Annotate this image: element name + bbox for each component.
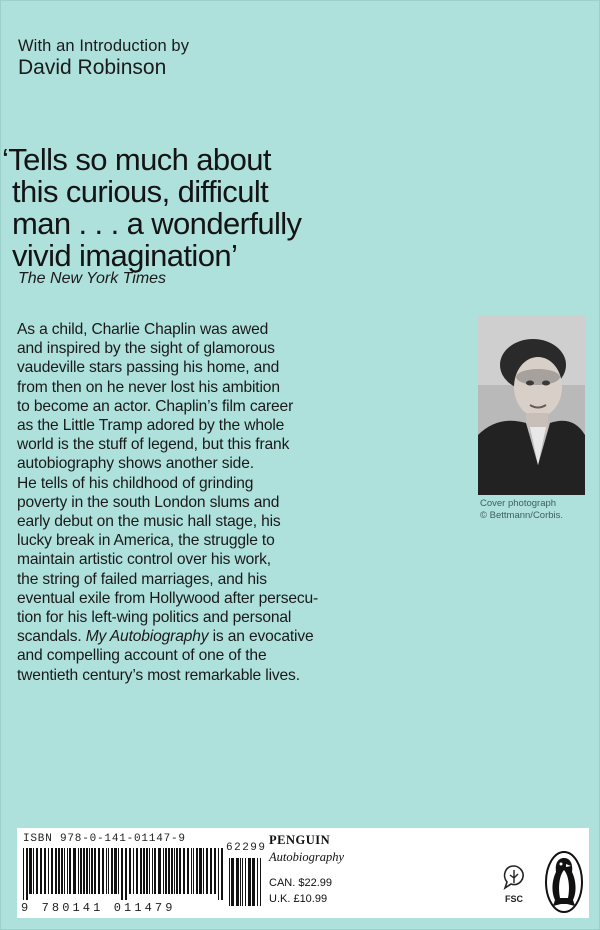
fsc-label: FSC — [505, 894, 523, 904]
barcode-bar — [146, 848, 148, 894]
barcode-bar — [218, 848, 219, 900]
blurb-line: As a child, Charlie Chaplin was awed — [17, 321, 269, 338]
barcode-bar — [245, 858, 246, 906]
publisher-name: PENGUIN — [269, 833, 331, 847]
barcode-bar — [165, 848, 167, 894]
barcode-bar — [179, 848, 181, 894]
barcode-bar — [121, 848, 123, 900]
barcode-bar — [36, 848, 38, 894]
blurb-line: tion for his left-wing politics and personal — [17, 609, 292, 627]
barcode-bar — [73, 848, 76, 894]
barcode-bar — [149, 848, 150, 894]
barcode-bar — [199, 848, 202, 894]
introduction-author: David Robinson — [18, 56, 167, 79]
barcode-bar — [221, 848, 223, 900]
blurb-line: early debut on the music hall stage, his — [17, 513, 281, 531]
blurb-line: eventual exile from Hollywood after persecu- — [17, 589, 319, 607]
barcode-bar — [236, 858, 239, 906]
barcode-bar — [206, 848, 208, 894]
barcode-bar — [260, 858, 261, 906]
barcode-bar — [183, 848, 185, 894]
blurb-text — [17, 320, 477, 685]
barcode-bar — [61, 848, 63, 894]
barcode-bar — [86, 848, 88, 894]
quote-line: man . . . a wonderfully — [12, 206, 302, 241]
introduction-credit: With an Introduction by — [18, 37, 190, 55]
barcode-bar — [133, 848, 134, 894]
barcode-bar — [187, 848, 189, 894]
addon-barcode-icon — [229, 858, 263, 912]
barcode-bar — [154, 848, 156, 894]
barcode-bar — [240, 858, 241, 906]
barcode-bar — [98, 848, 100, 894]
price-canada: CAN. $22.99 — [269, 877, 332, 889]
barcode-bar — [108, 848, 109, 894]
barcode-bar — [214, 848, 216, 894]
barcode-bar — [176, 848, 178, 894]
barcode-bar — [89, 848, 90, 894]
blurb-line-end: is an evocative — [208, 628, 314, 646]
blurb-line: poverty in the south London slums and — [17, 493, 280, 511]
quote-source: The New York Times — [18, 270, 167, 287]
barcode-bar — [106, 848, 107, 894]
caption-line: Cover photograph — [480, 498, 557, 509]
barcode-bar — [23, 848, 24, 900]
blurb-line: to become an actor. Chaplin’s film career — [17, 397, 294, 415]
caption-line: © Bettmann/Corbis. — [480, 510, 564, 521]
blurb-line: twentieth century’s most remarkable lives. — [17, 666, 300, 684]
barcode-bar — [210, 848, 212, 894]
barcode-bar — [118, 848, 119, 894]
blurb-line: vaudeville stars passing his home, and — [17, 359, 280, 377]
barcode-bar — [40, 848, 42, 894]
penguin-logo-icon — [544, 850, 584, 914]
barcode-bar — [64, 848, 65, 894]
book-title: My Autobiography — [85, 628, 209, 646]
price-uk: U.K. £10.99 — [269, 893, 328, 905]
barcode-bar — [48, 848, 49, 894]
barcode-bar — [143, 848, 145, 894]
photo-caption — [480, 498, 563, 522]
barcode-bar — [193, 848, 194, 894]
barcode-bar — [78, 848, 79, 894]
barcode-bar — [140, 848, 142, 894]
review-quote — [2, 144, 402, 272]
barcode-bar — [80, 848, 82, 894]
barcode-bar — [171, 848, 173, 894]
blurb-line: world is the stuff of legend, but this frank — [17, 436, 290, 454]
blurb-line: as the Little Tramp adored by the whole — [17, 417, 285, 435]
barcode-bar — [163, 848, 164, 894]
barcode-bar — [69, 848, 71, 894]
barcode-digits: 9 780141 011479 — [21, 901, 176, 915]
blurb-line: from then on he never lost his ambition — [17, 378, 280, 396]
barcode-bar — [152, 848, 153, 894]
author-photo — [478, 315, 585, 495]
barcode-bar — [44, 848, 46, 894]
fsc-logo-icon — [499, 862, 529, 912]
quote-line: ‘Tells so much about — [2, 142, 271, 177]
barcode-bar — [111, 848, 113, 894]
barcode-bar — [125, 848, 127, 900]
barcode-bar — [136, 848, 138, 894]
barcode-bar — [102, 848, 104, 894]
barcode-bar — [26, 848, 28, 900]
barcode-bar — [51, 848, 53, 894]
barcode-bar — [248, 858, 251, 906]
barcode-bar — [242, 858, 243, 906]
barcode-bar — [168, 848, 170, 894]
barcode-bar — [129, 848, 131, 894]
barcode-bar — [191, 848, 192, 894]
barcode-bar — [67, 848, 68, 894]
barcode-bar — [252, 858, 255, 906]
barcode-bar — [91, 848, 93, 894]
barcode-bar — [94, 848, 96, 894]
barcode-bar — [33, 848, 34, 894]
barcode-bar — [114, 848, 117, 894]
blurb-line: He tells of his childhood of grinding — [17, 474, 254, 492]
blurb-line: and inspired by the sight of glamorous — [17, 340, 275, 358]
barcode-bar — [257, 858, 258, 906]
barcode-bar — [196, 848, 198, 894]
blurb-line: the string of failed marriages, and his — [17, 570, 267, 588]
price-addon-digits: 62299 — [226, 842, 267, 854]
blurb-line: lucky break in America, the struggle to — [17, 532, 275, 550]
barcode-panel — [17, 828, 589, 918]
blurb-line: and compelling account of one of the — [17, 647, 267, 665]
isbn-number: ISBN 978-0-141-01147-9 — [23, 833, 186, 845]
barcode-bar — [231, 858, 234, 906]
barcode-icon — [23, 848, 223, 900]
barcode-bar — [203, 848, 204, 894]
blurb-line: autobiography shows another side. — [17, 455, 254, 473]
blurb-line — [17, 627, 477, 646]
quote-line: vivid imagination’ — [12, 238, 238, 273]
quote-line: this curious, difficult — [12, 174, 269, 209]
barcode-bar — [158, 848, 161, 894]
barcode-bar — [83, 848, 85, 894]
barcode-bar — [55, 848, 57, 894]
book-category: Autobiography — [269, 850, 344, 864]
barcode-bar — [229, 858, 230, 906]
blurb-line-start: scandals. — [17, 628, 82, 646]
blurb-line: maintain artistic control over his work, — [17, 551, 271, 569]
barcode-bar — [29, 848, 32, 894]
barcode-bar — [58, 848, 60, 894]
barcode-bar — [174, 848, 175, 894]
portrait-image — [478, 315, 585, 495]
